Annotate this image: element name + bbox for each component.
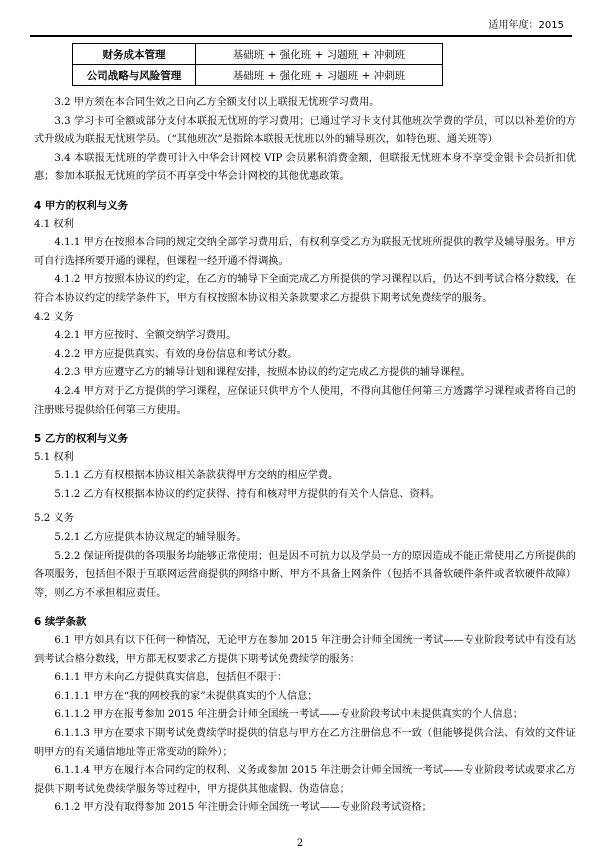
clause-5-2-2: 5.2.2 保证所提供的各项服务均能够正常使用；但是因不可抗力以及学员一方的原因造成不能正常使用乙方所提供的各项服务，包括但不限于互联网运营商提供的网络中断、甲方不具备上网条件（包括不具备软硬件条件或者软硬件故障）等，则乙方不承担相应责任。 <box>34 550 576 599</box>
clause-3-4: 3.4 本联报无忧班的学费可计入中华会计网校 VIP 会员累积消费金额，但联报无忧班本身不享受金银卡会员折扣优惠；参加本联报无忧班的学员不再享受中华会计网校的其他优惠政策。 <box>34 152 576 183</box>
clause-6-1: 6.1 甲方如具有以下任何一种情况，无论甲方在参加 2015 年注册会计师全国统一考试——专业阶段考试中有没有达到考试合格分数线，甲方都无权要求乙方提供下期考试免费续学的服务： <box>34 635 576 665</box>
clause-4-2-1: 4.2.1 甲方应按时、全额交纳学习费用。 <box>54 330 237 342</box>
clause-5-2-1: 5.2.1 乙方应提供本协议规定的辅导服务。 <box>54 532 247 544</box>
clause-5-1-2: 5.1.2 乙方有权根据本协议的约定获得、持有和核对甲方提供的有关个人信息、资料。 <box>54 488 441 500</box>
course-table <box>72 43 443 86</box>
table-row <box>73 65 443 86</box>
page-number: 2 <box>296 838 304 849</box>
clause-4-2-2: 4.2.2 甲方应提供真实、有效的身份信息和考试分数。 <box>54 348 298 360</box>
clause-6-1-1-4: 6.1.1.4 甲方在履行本合同约定的权利、义务或参加 2015 年注册会计师全国统一考试——专业阶段考试或要求乙方提供下期考试免费续学服务等过程中，甲方提供其他虚假、伪造信息； <box>34 765 576 795</box>
section-heading-6: 6 续学条款 <box>34 616 87 629</box>
clause-6-1-1-1: 6.1.1.1 甲方在“我的网校我的家”未提供真实的个人信息； <box>54 690 318 702</box>
course-subject: 财务成本管理 <box>73 44 196 65</box>
course-plan: 基础班 + 强化班 + 习题班 + 冲刺班 <box>196 44 443 65</box>
section-heading-4: 4 甲方的权利与义务 <box>34 199 128 212</box>
header-divider <box>30 35 572 37</box>
clause-4-2-3: 4.2.3 甲方应遵守乙方的辅导计划和课程安排，按照本协议的约定完成乙方提供的辅导课程。 <box>54 367 471 379</box>
subheading-5-1: 5.1 权利 <box>34 451 74 463</box>
clause-6-1-1-2: 6.1.1.2 甲方在报考参加 2015 年注册会计师全国统一考试——专业阶段考试中未提供真实的个人信息； <box>54 709 523 721</box>
clause-6-1-2: 6.1.2 甲方没有取得参加 2015 年注册会计师全国统一考试——专业阶段考试资格； <box>54 802 432 814</box>
subheading-4-1: 4.1 权利 <box>34 218 74 230</box>
clause-4-1-1: 4.1.1 甲方在按照本合同的规定交纳全部学习费用后，有权利享受乙方为联报无忧班所提供的教学及辅导服务。甲方可自行选择所要开通的课程，但课程一经开通不得调换。 <box>34 237 576 267</box>
clause-3-2: 3.2 甲方须在本合同生效之日向乙方全额支付以上联报无忧班学习费用。 <box>54 97 380 108</box>
clause-4-2-4: 4.2.4 甲方对于乙方提供的学习课程，应保证只供甲方个人使用，不得向其他任何第三方透露学习课程或者将自己的注册账号提供给任何第三方使用。 <box>34 385 576 416</box>
clause-4-1-2: 4.1.2 甲方按照本协议的约定，在乙方的辅导下全面完成乙方所提供的学习课程以后，仍达不到考试合格分数线，在符合本协议约定的续学条件下，甲方有权按照本协议相关条款要求乙方提供下期考试免费续学的服务。 <box>34 274 576 304</box>
course-plan: 基础班 + 强化班 + 习题班 + 冲刺班 <box>196 65 443 86</box>
subheading-5-2: 5.2 义务 <box>34 513 74 525</box>
clause-5-1-1: 5.1.1 乙方有权根据本协议相关条款获得甲方交纳的相应学费。 <box>54 470 339 482</box>
table-row <box>73 44 443 65</box>
clause-6-1-1: 6.1.1 甲方未向乙方提供真实信息，包括但不限于： <box>54 672 288 684</box>
applicable-year-label: 适用年度：2015 <box>488 20 564 31</box>
course-subject: 公司战略与风险管理 <box>73 65 196 86</box>
clause-6-1-1-3: 6.1.1.3 甲方在要求下期考试免费续学时提供的信息与甲方在乙方注册信息不一致（但能够提供合法、有效的文件证明甲方的有关通信地址等正常变动的除外）； <box>34 728 576 758</box>
section-heading-5: 5 乙方的权利与义务 <box>34 433 128 446</box>
subheading-4-2: 4.2 义务 <box>34 311 74 323</box>
contract-body <box>34 94 576 818</box>
clause-3-3: 3.3 学习卡可全额或部分支付本联报无忧班的学习费用；已通过学习卡支付其他班次学费的学员，可以以补差价的方式升级成为联报无忧班学员。（“其他班次”是指除本联报无忧班以外的辅导班次，如特色班、通关班等） <box>34 115 576 146</box>
